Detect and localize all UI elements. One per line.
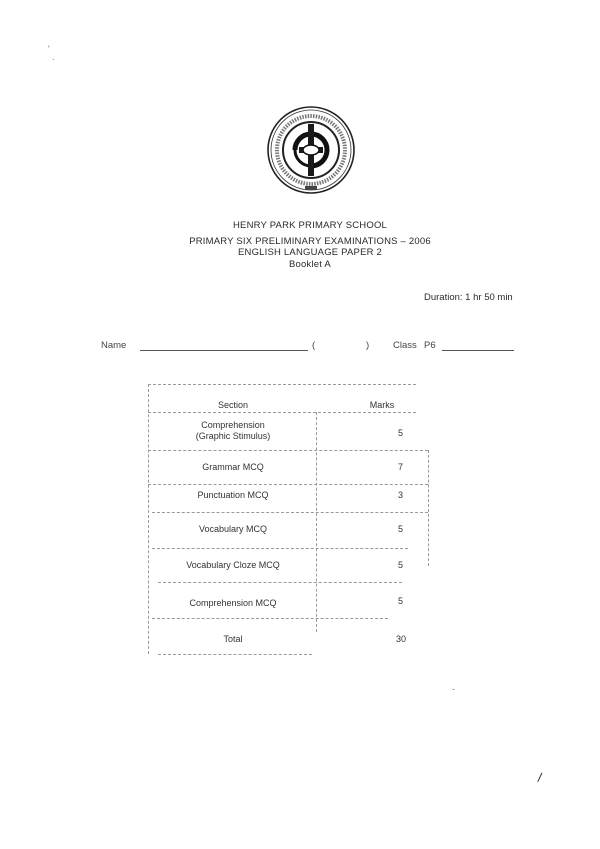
exam-title: PRIMARY SIX PRELIMINARY EXAMINATIONS – 2006 bbox=[189, 235, 431, 247]
scan-speck: - bbox=[452, 684, 455, 694]
table-border-right bbox=[428, 450, 429, 566]
scan-speck: ' bbox=[48, 44, 50, 54]
section-name: Vocabulary MCQ bbox=[198, 524, 268, 534]
header-marks: Marks bbox=[369, 400, 395, 410]
booklet-title: Booklet A bbox=[289, 258, 331, 270]
table-row-divider bbox=[148, 450, 428, 451]
paper-title: ENGLISH LANGUAGE PAPER 2 bbox=[237, 247, 382, 258]
table-border-top bbox=[148, 384, 416, 385]
duration-text: Duration: 1 hr 50 min bbox=[424, 292, 513, 303]
name-line bbox=[140, 350, 308, 351]
index-paren-close: ) bbox=[366, 340, 370, 351]
section-marks: 3 bbox=[398, 490, 404, 500]
table-row-divider bbox=[152, 512, 428, 513]
section-marks: 7 bbox=[398, 462, 404, 472]
section-marks: 5 bbox=[398, 596, 404, 606]
table-row-divider bbox=[148, 484, 428, 485]
section-marks: 5 bbox=[398, 524, 404, 534]
total-marks: 30 bbox=[396, 634, 407, 644]
table-row-divider bbox=[148, 412, 416, 413]
table-border-bottom bbox=[158, 654, 312, 655]
class-label: Class bbox=[393, 340, 417, 351]
table-column-divider bbox=[316, 412, 317, 632]
table-row-divider bbox=[158, 582, 402, 583]
class-value: P6 bbox=[424, 340, 436, 351]
table-row-divider bbox=[152, 548, 408, 549]
section-marks: 5 bbox=[398, 560, 404, 570]
marks-table bbox=[148, 384, 428, 656]
section-name: Comprehension bbox=[201, 420, 265, 430]
section-name: Vocabulary Cloze MCQ bbox=[186, 560, 280, 570]
pen-mark: / bbox=[536, 769, 543, 786]
section-name: Grammar MCQ bbox=[202, 462, 264, 472]
title-block bbox=[0, 220, 600, 270]
section-name: Comprehension MCQ bbox=[189, 598, 277, 608]
table-row-divider bbox=[152, 618, 388, 619]
class-line bbox=[442, 350, 514, 351]
section-name-line2: (Graphic Stimulus) bbox=[195, 431, 271, 441]
section-name: Punctuation MCQ bbox=[197, 490, 269, 500]
section-marks: 5 bbox=[398, 428, 404, 438]
scan-speck: . bbox=[52, 52, 55, 62]
table-border-left bbox=[148, 384, 149, 654]
school-name: HENRY PARK PRIMARY SCHOOL bbox=[232, 220, 388, 231]
name-label: Name bbox=[101, 340, 127, 351]
total-label: Total bbox=[223, 634, 243, 644]
header-section: Section bbox=[217, 400, 249, 410]
school-crest-logo bbox=[266, 104, 356, 196]
index-paren-open: ( bbox=[312, 340, 316, 351]
